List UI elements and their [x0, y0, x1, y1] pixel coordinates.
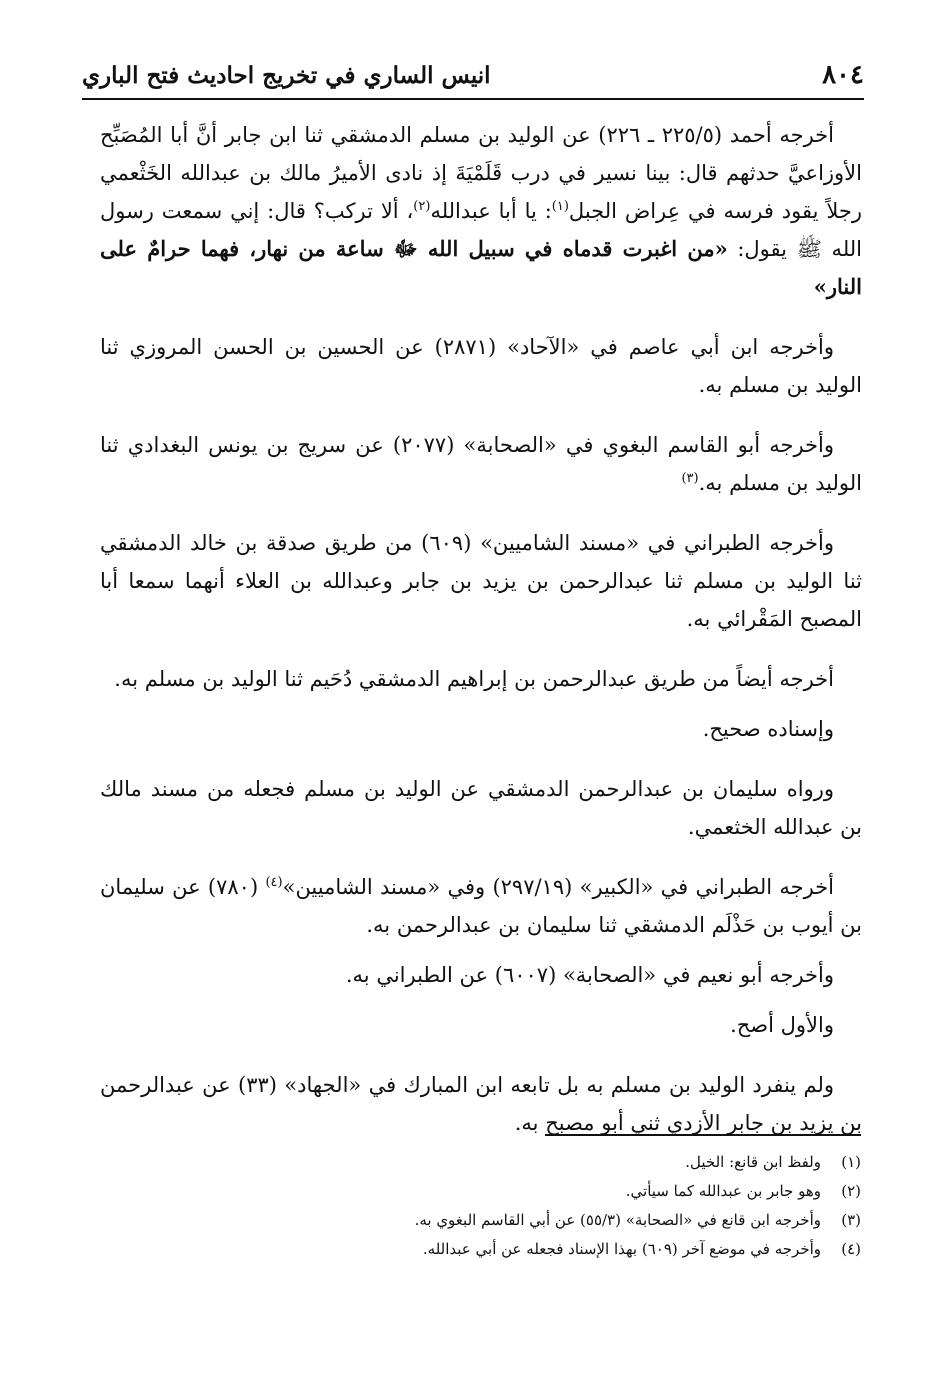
footnote-text: وهو جابر بن عبدالله كما سيأتي. [625, 1182, 821, 1200]
footnote-number: (٤) [841, 1240, 861, 1258]
paragraph-8-after: (٧٨٠) عن سليمان بن أيوب بن حَذْلَم الدمشقي ثنا سليمان بن عبدالرحمن به. [100, 875, 862, 937]
paragraph-2: وأخرجه ابن أبي عاصم في «الآحاد» (٢٨٧١) عن الحسين بن الحسن المروزي ثنا الوليد بن مسلم به. [100, 335, 862, 397]
footnote-1 [101, 1148, 861, 1177]
page-header [82, 56, 864, 100]
footnotes [101, 1148, 861, 1264]
running-title: انيس الساري في تخريج احاديث فتح الباري [82, 62, 491, 89]
paragraph-11: ولم ينفرد الوليد بن مسلم به بل تابعه ابن المبارك في «الجهاد» (٣٣) عن عبدالرحمن بن يزيد بن جابر الأزدي ثني أبو مصبح به. [100, 1073, 862, 1135]
paragraph-3 [100, 426, 862, 502]
footnote-2 [101, 1177, 861, 1206]
paragraph-1 [100, 116, 862, 306]
footnote-number: (٢) [841, 1182, 861, 1200]
paragraph-5: أخرجه أيضاً من طريق عبدالرحمن بن إبراهيم الدمشقي دُحَيم ثنا الوليد بن مسلم به. [114, 667, 834, 691]
paragraph-1-text: أخرجه أحمد (٢٢٥/٥ ـ ٢٢٦) عن الوليد بن مسلم الدمشقي ثنا ابن جابر أنَّ أبا المُصَبِّح الأوزاعيَّ حدثهم قال: بينا نسير في درب قَلَمْيَةَ إذ نادى الأميرُ مالك بن عبدالله الخَثْعمي رجلاً يقود فرسه في عِراض الجبل [100, 123, 862, 223]
header-rule [82, 98, 864, 100]
footnote-number: (٣) [841, 1211, 861, 1229]
footnote-ref-4: (٤) [265, 875, 283, 890]
paragraph-9: وأخرجه أبو نعيم في «الصحابة» (٦٠٠٧) عن الطبراني به. [345, 963, 834, 987]
paragraph-8 [100, 868, 862, 944]
paragraph-1-middle: : يا أبا عبدالله [430, 199, 552, 223]
footnote-text: وأخرجه ابن قانع في «الصحابة» (٥٥/٣) عن أبي القاسم البغوي به. [414, 1211, 821, 1229]
footnote-ref-3: (٣) [681, 471, 699, 486]
hadith-text: «من اغبرت قدماه في سبيل الله ﷻ ساعة من نهار، فهما حرامٌ على النار» [100, 236, 862, 299]
footnote-number: (١) [841, 1153, 861, 1171]
footnote-separator [545, 1134, 861, 1136]
footnote-text: وأخرجه في موضع آخر (٦٠٩) بهذا الإسناد فجعله عن أبي عبدالله. [422, 1240, 821, 1258]
main-text [100, 116, 862, 1154]
paragraph-3-text: وأخرجه أبو القاسم البغوي في «الصحابة» (٢٠٧٧) عن سريج بن يونس البغدادي ثنا الوليد بن مسلم به. [100, 433, 862, 495]
page-number: ٨٠٤ [822, 60, 864, 90]
paragraph-8-text: أخرجه الطبراني في «الكبير» (٢٩٧/١٩) وفي «مسند الشاميين» [282, 875, 834, 899]
paragraph-4: وأخرجه الطبراني في «مسند الشاميين» (٦٠٩) من طريق صدقة بن خالد الدمشقي ثنا الوليد بن مسلم ثنا عبدالرحمن بن يزيد بن جابر وعبدالله بن العلاء أنهما سمعا أبا المصبح المَقْرائي به. [100, 531, 862, 631]
paragraph-6: وإسناده صحيح. [702, 717, 834, 741]
paragraph-1-after: ، ألا تركب؟ قال: إني سمعت رسول الله ﷺ يقول: [100, 199, 862, 261]
paragraph-10: والأول أصح. [730, 1013, 834, 1037]
footnote-text: ولفظ ابن قانع: الخيل. [685, 1153, 821, 1171]
footnote-ref-1: (١) [551, 199, 569, 214]
paragraph-7: ورواه سليمان بن عبدالرحمن الدمشقي عن الوليد بن مسلم فجعله من مسند مالك بن عبدالله الخثعمي. [100, 777, 862, 839]
footnote-3 [101, 1206, 861, 1235]
footnote-ref-2: (٢) [413, 199, 431, 214]
footnote-4 [101, 1235, 861, 1264]
